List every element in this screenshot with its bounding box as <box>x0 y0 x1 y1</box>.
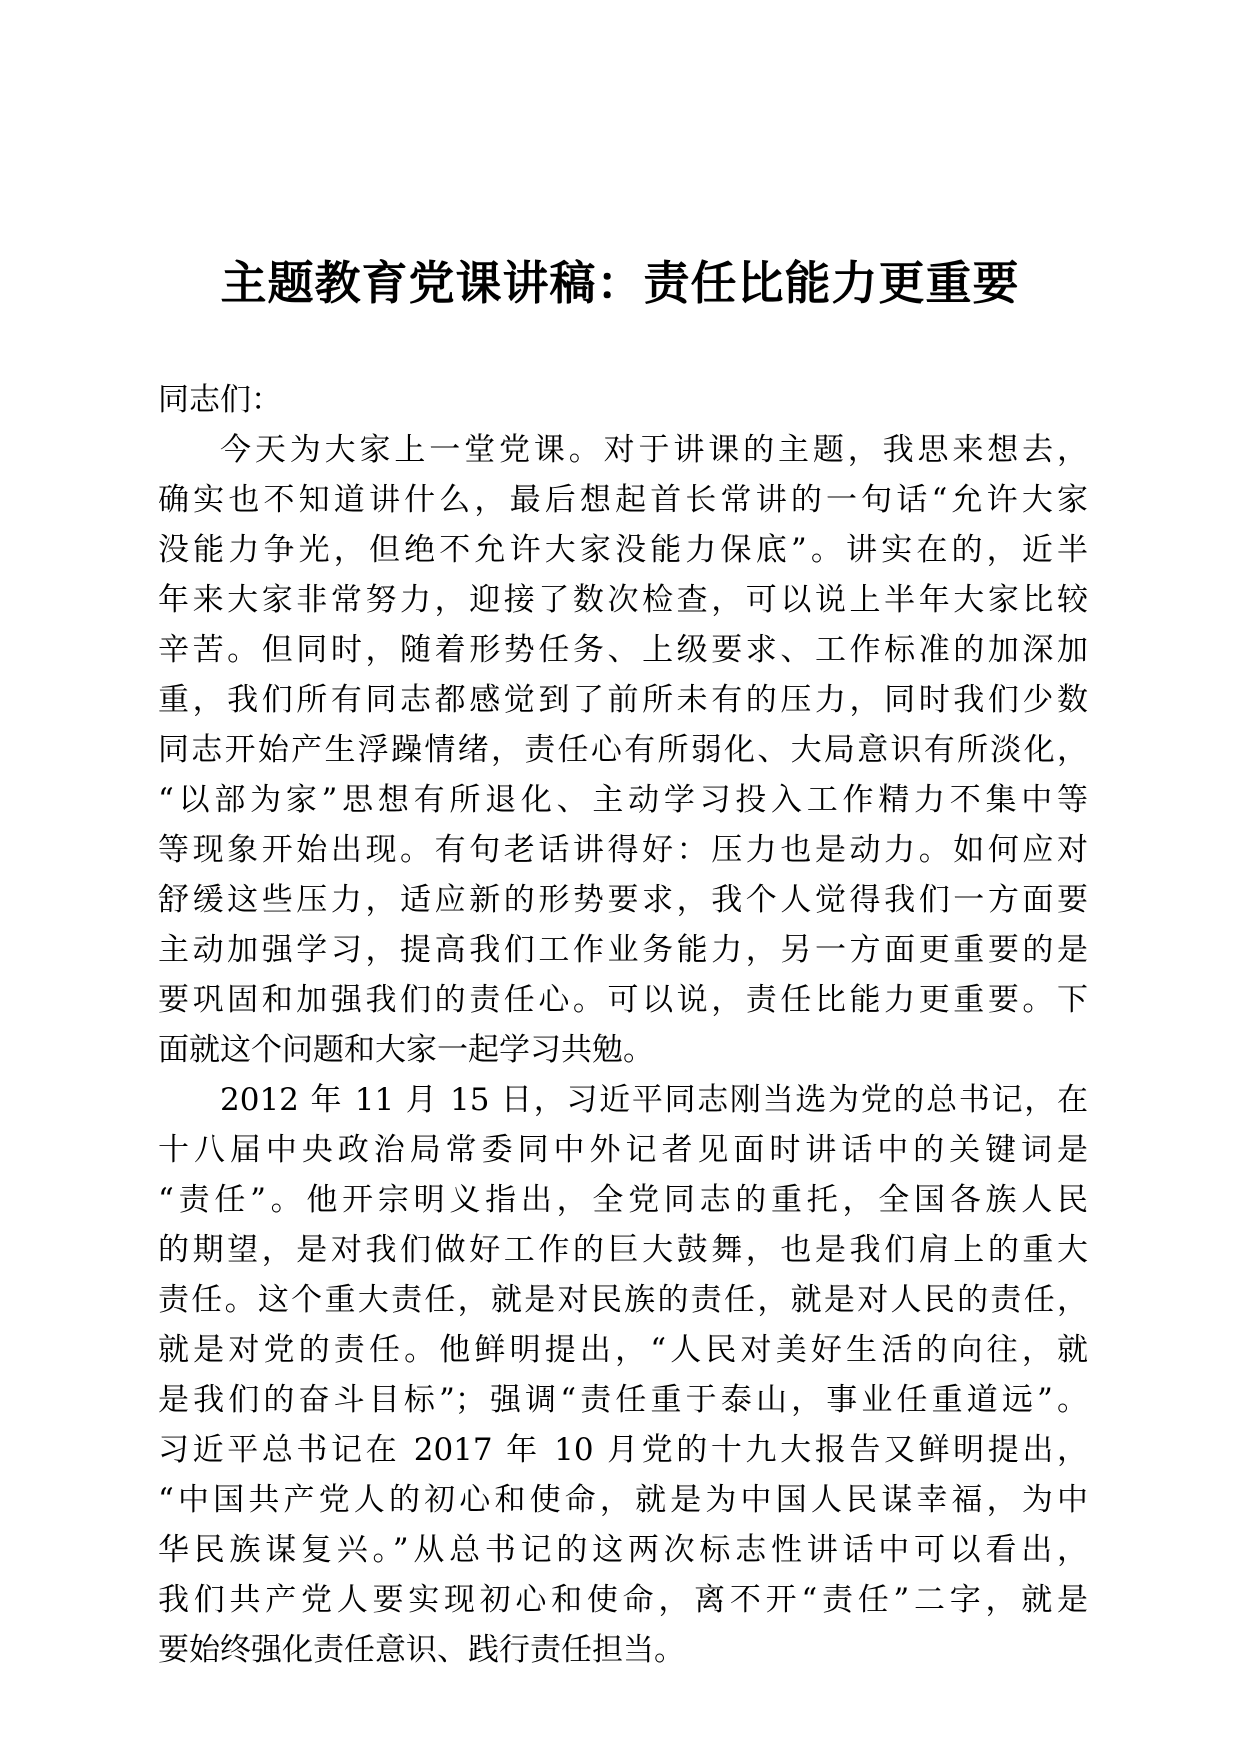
text-line: 要巩固和加强我们的责任心。可以说，责任比能力更重要。下 <box>158 982 1088 1018</box>
text-line: 华民族谋复兴。”从总书记的这两次标志性讲话中可以看出， <box>158 1532 1088 1568</box>
text-line: 我们共产党人要实现初心和使命，离不开“责任”二字，就是 <box>158 1582 1088 1618</box>
text-line: 是我们的奋斗目标”；强调“责任重于泰山，事业任重道远”。 <box>158 1382 1088 1418</box>
text-line: 没能力争光，但绝不允许大家没能力保底”。讲实在的，近半 <box>158 532 1088 568</box>
text-line: 就是对党的责任。他鲜明提出，“人民对美好生活的向往，就 <box>158 1332 1088 1368</box>
document-body <box>158 375 1088 1675</box>
text-line: 年来大家非常努力，迎接了数次检查，可以说上半年大家比较 <box>158 582 1088 618</box>
text-line: 面就这个问题和大家一起学习共勉。 <box>158 1032 654 1068</box>
text-line: 2012 年 11 月 15 日，习近平同志刚当选为党的总书记，在 <box>220 1082 1088 1118</box>
text-line: “责任”。他开宗明义指出，全党同志的重托，全国各族人民 <box>158 1182 1088 1218</box>
text-line: 主动加强学习，提高我们工作业务能力，另一方面更重要的是 <box>158 932 1088 968</box>
text-line: 舒缓这些压力，适应新的形势要求，我个人觉得我们一方面要 <box>158 882 1088 918</box>
text-line: 同志开始产生浮躁情绪，责任心有所弱化、大局意识有所淡化， <box>158 732 1088 768</box>
text-line: 十八届中央政治局常委同中外记者见面时讲话中的关键词是 <box>158 1132 1088 1168</box>
text-line: 重，我们所有同志都感觉到了前所未有的压力，同时我们少数 <box>158 682 1088 718</box>
text-line: 辛苦。但同时，随着形势任务、上级要求、工作标准的加深加 <box>158 632 1088 668</box>
text-line: 同志们： <box>158 382 282 418</box>
text-line: 等现象开始出现。有句老话讲得好：压力也是动力。如何应对 <box>158 832 1088 868</box>
text-line: “中国共产党人的初心和使命，就是为中国人民谋幸福，为中 <box>158 1482 1088 1518</box>
text-line: 的期望，是对我们做好工作的巨大鼓舞，也是我们肩上的重大 <box>158 1232 1088 1268</box>
text-line: 责任。这个重大责任，就是对民族的责任，就是对人民的责任， <box>158 1282 1088 1318</box>
document-title: 主题教育党课讲稿：责任比能力更重要 <box>220 256 1020 310</box>
text-line: “以部为家”思想有所退化、主动学习投入工作精力不集中等 <box>158 782 1088 818</box>
text-line: 确实也不知道讲什么，最后想起首长常讲的一句话“允许大家 <box>158 482 1088 518</box>
text-line: 要始终强化责任意识、践行责任担当。 <box>158 1632 685 1668</box>
text-line: 习近平总书记在 2017 年 10 月党的十九大报告又鲜明提出， <box>158 1432 1088 1468</box>
text-line: 今天为大家上一堂党课。对于讲课的主题，我思来想去， <box>220 432 1088 468</box>
